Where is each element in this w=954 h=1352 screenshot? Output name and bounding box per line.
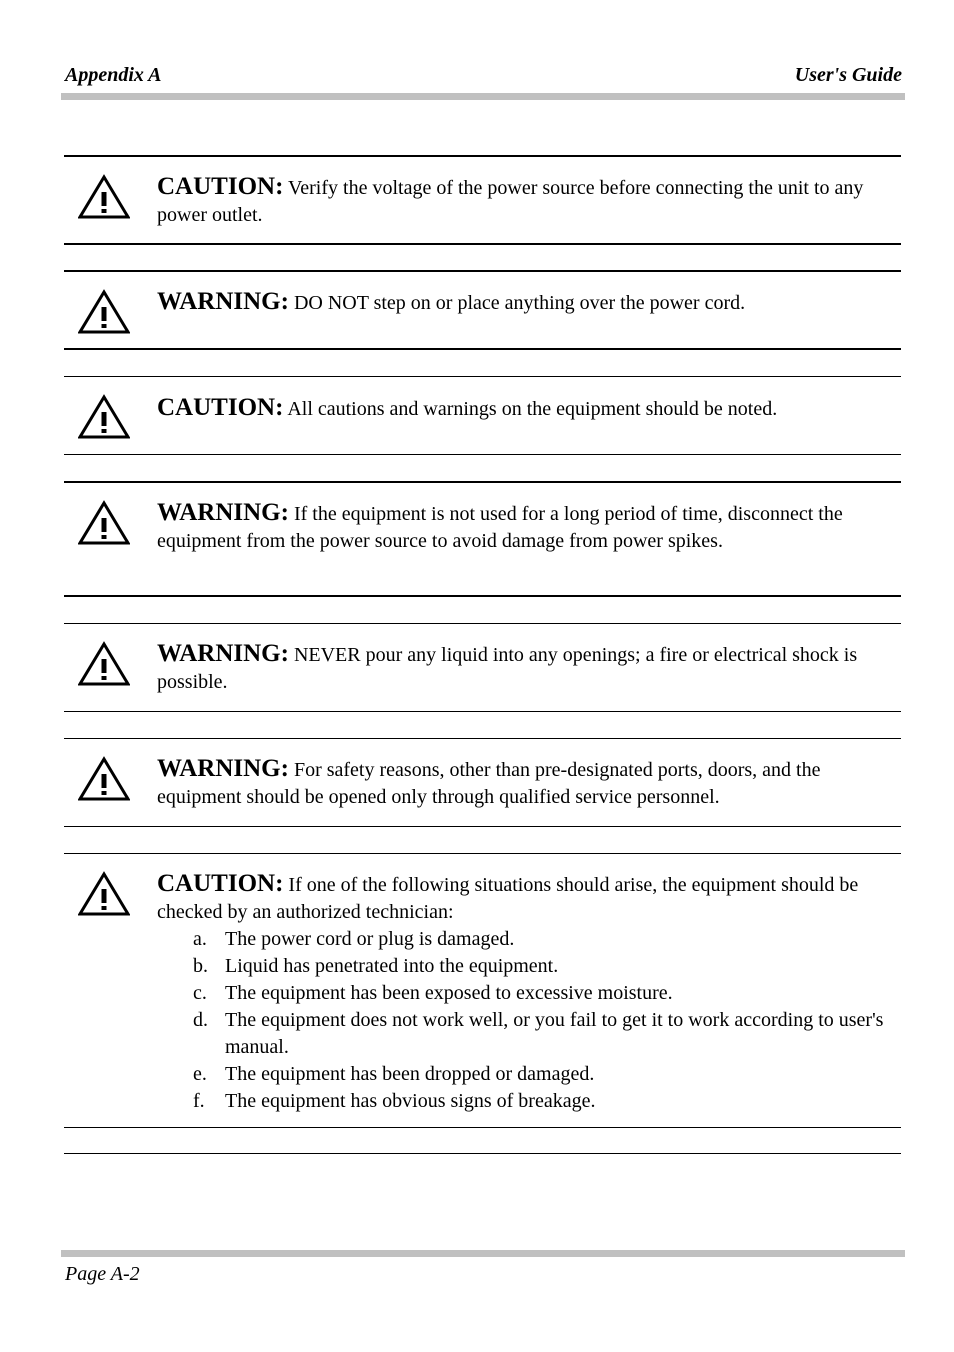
notice-text [157,288,887,317]
notice-warning-safety [64,738,901,827]
list-item [157,953,887,980]
situation-list [157,926,887,1115]
warning-triangle-icon [78,871,130,917]
notice-body: Verify the voltage of the power source before connecting the unit to any power outlet. [157,177,864,226]
list-item-letter: d. [193,1009,208,1031]
footer-divider [61,1250,905,1257]
header-section-title: Appendix A [65,64,162,86]
notice-caution-voltage [64,155,901,245]
notice-caution-equipment [64,376,901,455]
list-item-text: Liquid has penetrated into the equipment. [225,955,559,977]
warning-triangle-icon [78,289,130,335]
list-item-letter: f. [193,1090,205,1112]
list-item [157,1088,887,1115]
notice-warning-long-period [64,481,901,597]
list-item-text: The equipment has been exposed to excessive moisture. [225,982,673,1004]
list-item [157,926,887,953]
warning-triangle-icon [78,756,130,802]
notice-body: All cautions and warnings on the equipment should be noted. [287,398,778,420]
notice-keyword: WARNING: [157,755,289,782]
notice-body: For safety reasons, other than pre-designated ports, doors, and the equipment should be opened only through qualified service personnel. [157,759,821,808]
list-item-letter: a. [193,928,207,950]
warning-triangle-icon [78,641,130,687]
list-item-text: The power cord or plug is damaged. [225,928,515,950]
list-item-text: The equipment has been dropped or damaged. [225,1063,595,1085]
notice-keyword: CAUTION: [157,394,284,421]
notice-keyword: WARNING: [157,288,289,315]
list-item-text: The equipment has obvious signs of breakage. [225,1090,596,1112]
notice-body: If one of the following situations should arise, the equipment should be checked by an authorized technician: [157,874,859,923]
header-guide-title: User's Guide [794,64,902,86]
notice-keyword: CAUTION: [157,870,284,897]
notice-text [157,499,887,555]
notice-caution-situations [64,853,901,1128]
notice-warning-power-cord [64,270,901,350]
notice-text [157,173,887,229]
warning-triangle-icon [78,174,130,220]
list-item [157,1061,887,1088]
header-divider [61,93,905,100]
notice-body: If the equipment is not used for a long period of time, disconnect the equipment from the power source to avoid damage from power spikes. [157,503,843,552]
warning-triangle-icon [78,394,130,440]
notice-text [157,394,887,423]
notice-body: NEVER pour any liquid into any openings; a fire or electrical shock is possible. [157,644,858,693]
notice-text [157,755,887,811]
list-item [157,1007,887,1061]
notice-keyword: CAUTION: [157,173,284,200]
list-item [157,980,887,1007]
section-end-rule [64,1153,901,1154]
page-number: Page A-2 [65,1263,140,1285]
notice-keyword: WARNING: [157,499,289,526]
list-item-letter: e. [193,1063,207,1085]
notice-keyword: WARNING: [157,640,289,667]
notice-text [157,640,887,696]
warning-triangle-icon [78,500,130,546]
notice-body: DO NOT step on or place anything over the power cord. [293,292,746,314]
notice-text [157,870,887,1115]
notice-warning-liquid [64,623,901,712]
list-item-text: The equipment does not work well, or you fail to get it to work according to user's manual. [225,1009,884,1058]
list-item-letter: c. [193,982,207,1004]
list-item-letter: b. [193,955,208,977]
